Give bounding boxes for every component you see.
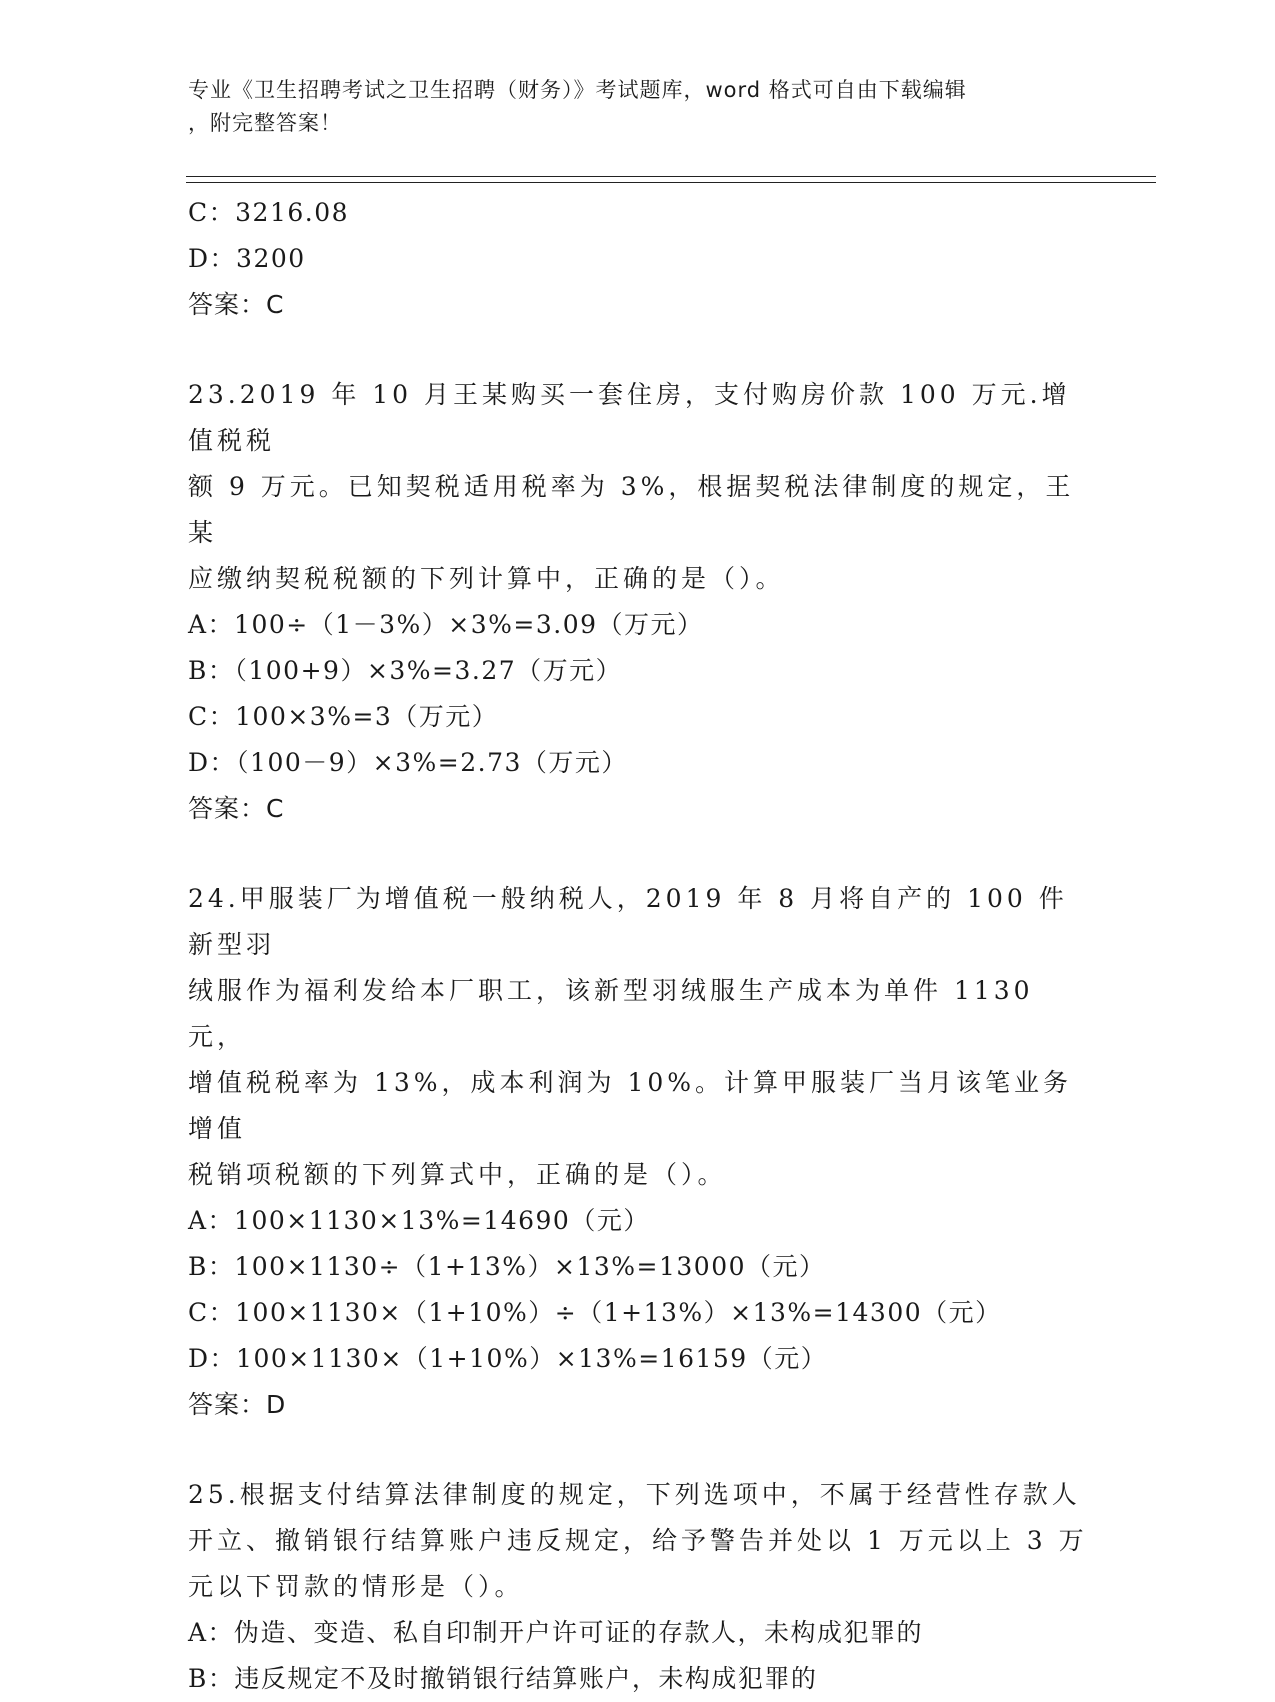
option-b: B：违反规定不及时撤销银行结算账户，未构成犯罪的 [188, 1664, 818, 1693]
option-c: C：3216.08 [188, 198, 350, 227]
question-text-line: 23.2019 年 10 月王某购买一套住房，支付购房价款 100 万元.增值税税 [188, 380, 1071, 455]
question-text-line: 绒服作为福利发给本厂职工，该新型羽绒服生产成本为单件 1130 元， [188, 976, 1034, 1051]
option-a: A：100÷（1－3%）×3%=3.09（万元） [188, 610, 704, 639]
question-text-line: 税销项税额的下列算式中，正确的是（）。 [188, 1160, 727, 1189]
question-23 [188, 372, 1088, 832]
question-list [188, 190, 1088, 1702]
header-line-1: 专业《卫生招聘考试之卫生招聘（财务）》考试题库，word 格式可自由下载编辑 [188, 78, 967, 102]
question-text-line: 增值税税率为 13%，成本利润为 10%。计算甲服装厂当月该笔业务增值 [188, 1068, 1073, 1143]
option-d: D：3200 [188, 244, 306, 273]
document-header [188, 74, 1068, 140]
question-25 [188, 1472, 1088, 1702]
option-b: B：（100+9）×3%=3.27（万元） [188, 656, 623, 685]
question-text-line: 应缴纳契税税额的下列计算中，正确的是（）。 [188, 564, 785, 593]
option-a: A：伪造、变造、私自印制开户许可证的存款人，未构成犯罪的 [188, 1618, 924, 1647]
option-c: C：100×1130×（1+10%）÷（1+13%）×13%=14300（元） [188, 1298, 1002, 1327]
header-line-2: ，附完整答案！ [188, 111, 342, 135]
question-text-line: 元以下罚款的情形是（）。 [188, 1572, 524, 1601]
header-rule-top [186, 176, 1156, 177]
question-text-line: 24.甲服装厂为增值税一般纳税人，2019 年 8 月将自产的 100 件新型羽 [188, 884, 1068, 959]
question-text-line: 额 9 万元。已知契税适用税率为 3%，根据契税法律制度的规定，王某 [188, 472, 1075, 547]
answer: 答案：D [188, 1390, 287, 1419]
option-d: D：100×1130×（1+10%）×13%=16159（元） [188, 1344, 828, 1373]
option-b: B：100×1130÷（1+13%）×13%=13000（元） [188, 1252, 826, 1281]
option-d: D：（100－9）×3%=2.73（万元） [188, 748, 628, 777]
header-rule-bottom [186, 182, 1156, 183]
option-a: A：100×1130×13%=14690（元） [188, 1206, 650, 1235]
question-22-tail [188, 190, 1088, 328]
question-text-line: 25.根据支付结算法律制度的规定，下列选项中，不属于经营性存款人 [188, 1480, 1081, 1509]
question-24 [188, 876, 1088, 1428]
answer: 答案：C [188, 290, 285, 319]
answer: 答案：C [188, 794, 285, 823]
question-text-line: 开立、撤销银行结算账户违反规定，给予警告并处以 1 万元以上 3 万 [188, 1526, 1088, 1555]
option-c: C：100×3%=3（万元） [188, 702, 499, 731]
